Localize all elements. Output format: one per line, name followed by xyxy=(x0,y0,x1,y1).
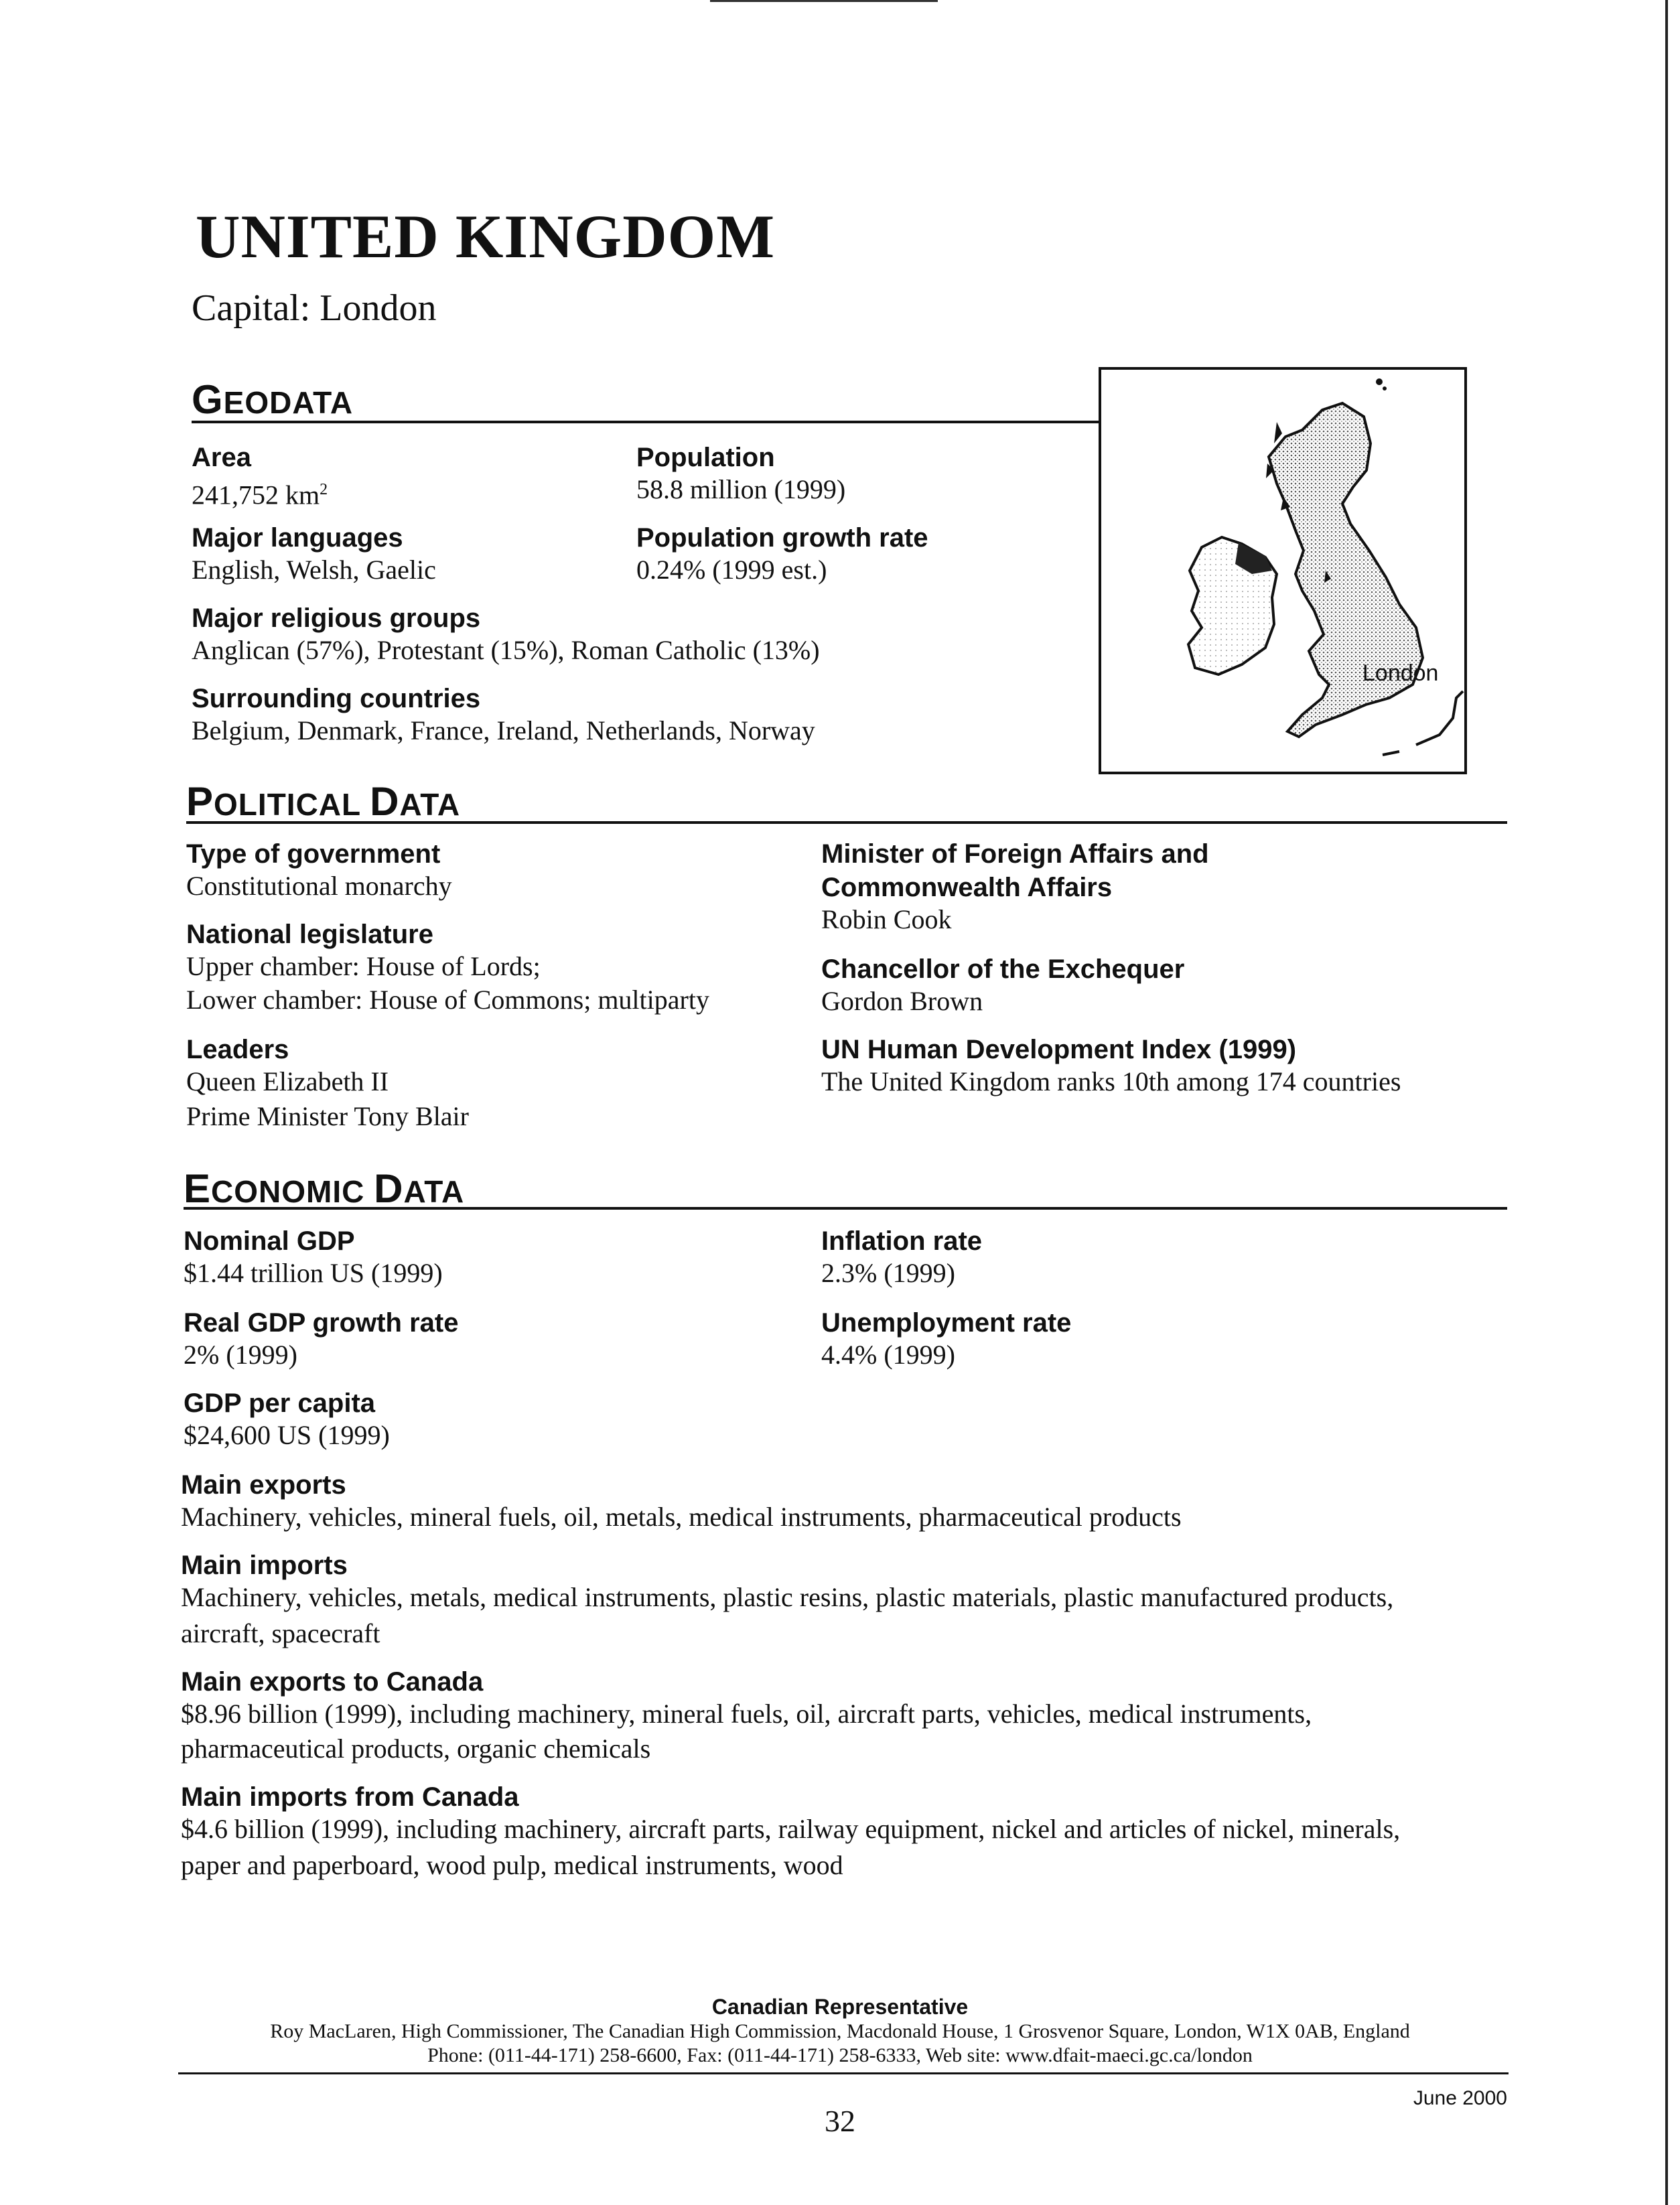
population-value: 58.8 million (1999) xyxy=(636,474,846,504)
exports-canada-label: Main exports to Canada xyxy=(181,1667,484,1697)
gov-type-value: Constitutional monarchy xyxy=(186,871,452,901)
political-rule xyxy=(186,821,1507,824)
real-gdp-growth-label: Real GDP growth rate xyxy=(184,1308,459,1338)
footer-rule xyxy=(178,2072,1509,2074)
political-heading: POLITICAL DATA xyxy=(186,779,461,824)
footer-date: June 2000 xyxy=(1413,2087,1507,2109)
gdp-value: $1.44 trillion US (1999) xyxy=(184,1258,443,1288)
page-number: 32 xyxy=(825,2104,855,2138)
area-label: Area xyxy=(192,443,251,472)
uk-map xyxy=(1099,367,1467,774)
leaders-line2: Prime Minister Tony Blair xyxy=(186,1101,469,1131)
map-label-london: London xyxy=(1362,660,1439,686)
economic-heading: ECONOMIC DATA xyxy=(184,1166,465,1211)
inflation-value: 2.3% (1999) xyxy=(821,1258,955,1288)
leaders-label: Leaders xyxy=(186,1035,289,1064)
country-title: UNITED KINGDOM xyxy=(196,202,776,271)
hdi-value: The United Kingdom ranks 10th among 174 countries xyxy=(821,1066,1401,1096)
footer-contact: Phone: (011-44-171) 258-6600, Fax: (011-44-171) 258-6333, Web site: www.dfait-maeci.gc.ca/london xyxy=(427,2044,1253,2066)
gdp-label: Nominal GDP xyxy=(184,1226,355,1256)
area-value: 241,752 $km^2$ xyxy=(192,480,328,510)
unemployment-value: 4.4% (1999) xyxy=(821,1340,955,1370)
imports-canada-line2: paper and paperboard, wood pulp, medical instruments, wood xyxy=(181,1850,843,1880)
footer-address: Roy MacLaren, High Commissioner, The Canadian High Commission, Macdonald House, 1 Grosvenor Square, London, W1X 0AB, England xyxy=(270,2020,1410,2042)
languages-value: English, Welsh, Gaelic xyxy=(192,555,436,585)
foreign-minister-label-line2: Commonwealth Affairs xyxy=(821,873,1113,902)
gdp-per-capita-value: $24,600 US (1999) xyxy=(184,1420,390,1450)
geodata-rule xyxy=(192,421,1100,423)
imports-canada-label: Main imports from Canada xyxy=(181,1782,519,1812)
foreign-minister-value: Robin Cook xyxy=(821,904,952,934)
exports-canada-line2: pharmaceutical products, organic chemicals xyxy=(181,1733,651,1764)
gdp-per-capita-label: GDP per capita xyxy=(184,1389,376,1418)
main-imports-line2: aircraft, spacecraft xyxy=(181,1618,380,1648)
inflation-label: Inflation rate xyxy=(821,1226,983,1256)
right-scan-edge xyxy=(1665,0,1668,2205)
population-growth-value: 0.24% (1999 est.) xyxy=(636,555,827,585)
population-growth-label: Population growth rate xyxy=(636,523,928,553)
economic-rule xyxy=(184,1207,1507,1210)
religions-value: Anglican (57%), Protestant (15%), Roman Catholic (13%) xyxy=(192,635,820,665)
legislature-line1: Upper chamber: House of Lords; xyxy=(186,951,541,981)
main-exports-value: Machinery, vehicles, mineral fuels, oil, metals, medical instruments, pharmaceutical products xyxy=(181,1502,1182,1532)
chancellor-value: Gordon Brown xyxy=(821,986,983,1016)
religions-label: Major religious groups xyxy=(192,603,481,633)
unemployment-label: Unemployment rate xyxy=(821,1308,1072,1338)
main-imports-line1: Machinery, vehicles, metals, medical instruments, plastic resins, plastic materials, plastic manufactured products, xyxy=(181,1582,1394,1612)
population-label: Population xyxy=(636,443,775,472)
surrounding-label: Surrounding countries xyxy=(192,684,481,713)
great-britain-shape xyxy=(1269,403,1423,737)
gov-type-label: Type of government xyxy=(186,839,441,869)
legislature-line2: Lower chamber: House of Commons; multiparty xyxy=(186,985,709,1015)
geodata-heading: GEODATA xyxy=(192,377,354,422)
chancellor-label: Chancellor of the Exchequer xyxy=(821,954,1185,984)
hdi-label: UN Human Development Index (1999) xyxy=(821,1035,1297,1064)
footer-heading: Canadian Representative xyxy=(711,1995,969,2019)
imports-canada-line1: $4.6 billion (1999), including machinery, aircraft parts, railway equipment, nickel and articles of nickel, minerals, xyxy=(181,1814,1401,1844)
leaders-line1: Queen Elizabeth II xyxy=(186,1066,389,1096)
top-scan-line xyxy=(710,0,938,2)
capital-line: Capital: London xyxy=(192,287,437,329)
languages-label: Major languages xyxy=(192,523,403,553)
real-gdp-growth-value: 2% (1999) xyxy=(184,1340,297,1370)
main-imports-label: Main imports xyxy=(181,1551,348,1580)
foreign-minister-label-line1: Minister of Foreign Affairs and xyxy=(821,839,1209,869)
main-exports-label: Main exports xyxy=(181,1470,346,1500)
surrounding-value: Belgium, Denmark, France, Ireland, Netherlands, Norway xyxy=(192,715,815,745)
legislature-label: National legislature xyxy=(186,920,433,949)
exports-canada-line1: $8.96 billion (1999), including machinery, mineral fuels, oil, aircraft parts, vehicles, medical instruments, xyxy=(181,1699,1312,1729)
british-isles-map-icon xyxy=(1101,370,1464,772)
